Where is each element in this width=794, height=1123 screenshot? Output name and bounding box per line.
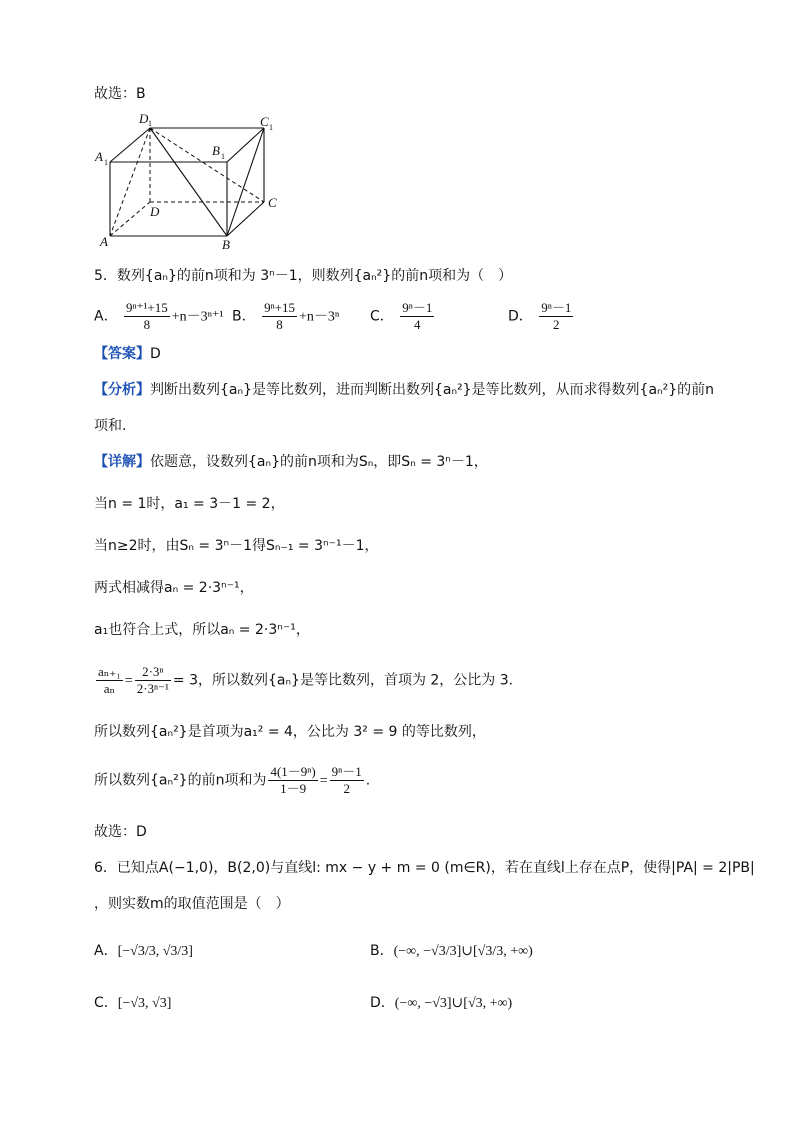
label-a: A [100,234,108,249]
label-b: B [222,237,230,252]
detail-line-4: 两式相减得aₙ = 2·3ⁿ⁻¹， [94,580,254,596]
label-d: D [150,204,160,219]
question-5-text: 数列{aₙ}的前n项和为 3ⁿ－1，则数列{aₙ²}的前n项和为（ ） [116,268,513,284]
detail-line-5: a₁也符合上式，所以aₙ = 2·3ⁿ⁻¹， [94,622,310,638]
fraction-sum: $\frac{\text{4(1－9ⁿ)}}{1-9}$ [270,764,316,796]
detail-line-7: 所以数列{aₙ²}是首项为a₁² = 4，公比为 3² = 9 的等比数列， [94,724,486,740]
label-c1: C [260,114,269,129]
answer-tag: 【答案】 [94,346,150,362]
question-6-text-2: ，则实数m的取值范围是（ ） [94,896,290,912]
hidden-diagonal-d1c [150,128,264,202]
fraction: $\frac{\text{9ⁿ+15}}{8}$ [264,300,295,332]
label-a1: A [95,149,103,164]
fraction: $\frac{\text{9ⁿ－1}}{4}$ [402,300,433,332]
label-c: C [268,195,277,210]
question-5-number: 5． [94,268,117,284]
option-d[interactable]: D．(−∞, −√3]∪[√3, +∞) [370,995,513,1011]
question-6-text-1: 已知点A(−1,0)，B(2,0)与直线l: mx − y + m = 0 (m∈R)，若在直线l上存在点P，使得|PA| = 2|PB| [116,860,755,876]
detail-line-2: 当n = 1时，a₁ = 3－1 = 2， [94,496,285,512]
option-a[interactable]: A．[−√3/3, √3/3] [94,943,193,959]
fraction: $\frac{\text{9ⁿ⁺¹+15}}{8}$ [126,300,168,332]
question-5 [94,266,512,286]
question-6-number: 6． [94,860,117,876]
fraction-ratio-value: $\frac{\text{2·3ⁿ}}{\text{2·3ⁿ⁻¹}}$ [136,664,169,696]
fraction-ratio: $\frac{\text{aₙ₊₁}}{\text{aₙ}}$ [98,664,121,696]
detail-line-3: 当n≥2时，由Sₙ = 3ⁿ－1得Sₙ₋₁ = 3ⁿ⁻¹－1， [94,538,379,554]
svg-text:1: 1 [104,158,108,167]
svg-text:1: 1 [269,123,273,132]
detail-line-8: 所以数列{aₙ²}的前n项和为 $\frac{\text{4(1－9ⁿ)}}{1-9}$ = $\frac{\text{9ⁿ－1}}{2}$ . [94,764,371,796]
svg-text:1: 1 [221,152,225,161]
label-d1: D [139,111,149,126]
analysis-line-1: 【分析】判断出数列{aₙ}是等比数列，进而判断出数列{aₙ²}是等比数列，从而求得数列{aₙ²}的前n [94,382,715,398]
final-answer: 故选：D [94,824,147,840]
option-c[interactable]: C． $\frac{\text{9ⁿ－1}}{4}$ [370,300,433,332]
fraction-sum-result: $\frac{\text{9ⁿ－1}}{2}$ [331,764,362,796]
answer-value: D [150,346,161,362]
option-c[interactable]: C．[−√3, √3] [94,995,172,1011]
fraction: $\frac{\text{9ⁿ－1}}{2}$ [541,300,572,332]
svg-text:1: 1 [148,119,152,128]
cuboid-figure [92,110,292,255]
label-b1: B [212,143,220,158]
answer-line [94,344,161,364]
analysis-line-2: 项和. [94,418,127,434]
detail-tag: 【详解】 [94,454,150,470]
detail-line-1: 【详解】依题意，设数列{aₙ}的前n项和为Sₙ，即Sₙ = 3ⁿ－1， [94,454,488,470]
analysis-tag: 【分析】 [94,382,150,398]
detail-line-6: $\frac{\text{aₙ₊₁}}{\text{aₙ}}$ = $\frac{\text{2·3ⁿ}}{\text{2·3ⁿ⁻¹}}$ = 3，所以数列{aₙ}是等比数列，首项为 2，公比为 3. [98,664,514,696]
question-6 [94,858,755,878]
option-b[interactable]: B． $\frac{\text{9ⁿ+15}}{8}$ +n－3ⁿ [232,300,340,332]
hidden-diagonal-d1a [110,128,150,236]
previous-answer: 故选：B [94,86,146,102]
option-b[interactable]: B．(−∞, −√3/3]∪[√3/3, +∞) [370,943,533,959]
option-d[interactable]: D． $\frac{\text{9ⁿ－1}}{2}$ [508,300,572,332]
hidden-edge-ad [110,202,150,236]
option-a[interactable]: A． $\frac{\text{9ⁿ⁺¹+15}}{8}$ +n－3ⁿ⁺¹ [94,300,224,332]
edge-a1d1 [110,128,150,162]
